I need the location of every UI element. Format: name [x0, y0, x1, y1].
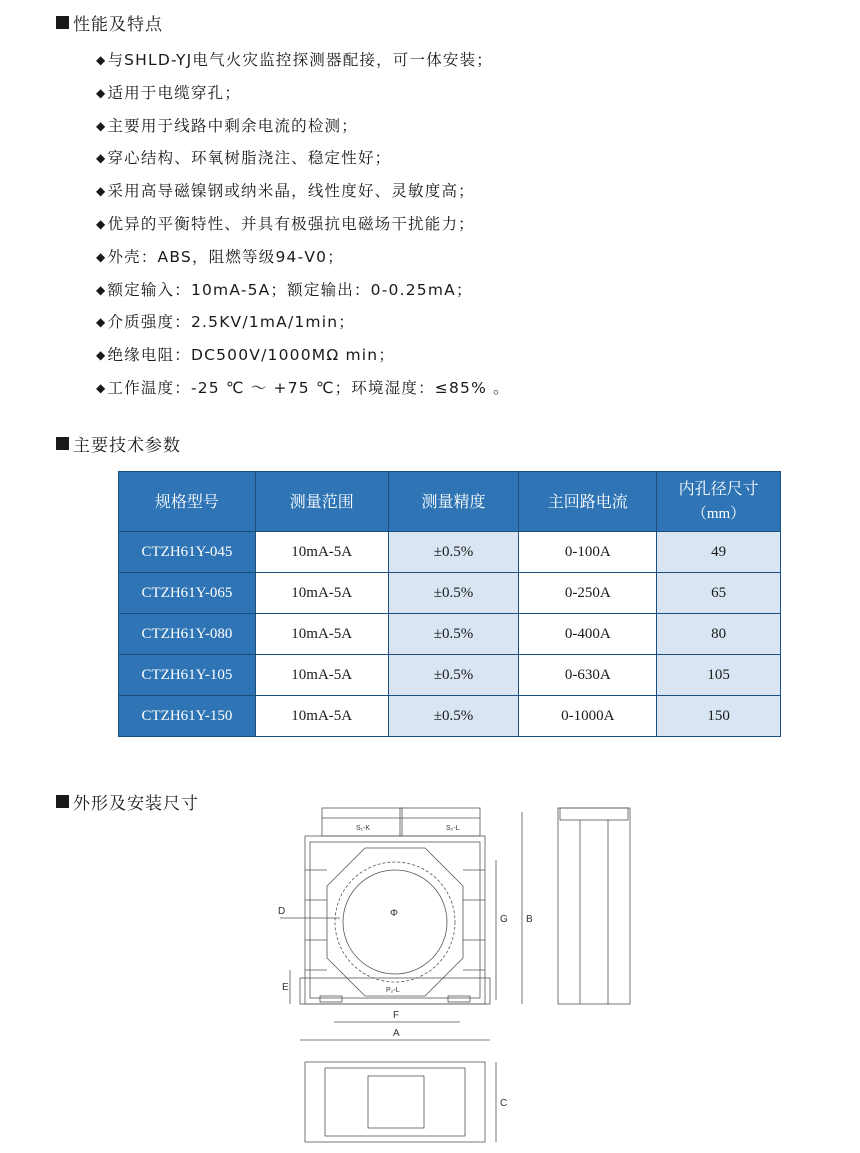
table-row: [119, 655, 781, 696]
cell-accuracy: ±0.5%: [388, 696, 519, 737]
side-view-body: [558, 808, 630, 1004]
cell-bore: 150: [657, 696, 781, 737]
diamond-bullet-icon: ◆: [96, 53, 107, 67]
cell-accuracy: ±0.5%: [388, 532, 519, 573]
cell-bore: 65: [657, 573, 781, 614]
cell-accuracy: ±0.5%: [388, 655, 519, 696]
header-main-current: 主回路电流: [519, 472, 657, 532]
front-view-body: [305, 836, 485, 1004]
cell-range: 10mA-5A: [255, 655, 388, 696]
table-row: [119, 573, 781, 614]
list-item: ◆与SHLD-YJ电气火灾监控探测器配接，可一体安装；: [96, 51, 493, 69]
cell-main-current: 0-1000A: [519, 696, 657, 737]
bore-circle: [335, 862, 455, 982]
square-bullet-icon: [56, 795, 69, 808]
list-item: ◆绝缘电阻：DC500V/1000MΩ min；: [96, 346, 396, 365]
dimension-drawing: [260, 800, 660, 1150]
list-item: ◆工作温度：-25 ℃ ～ +75 ℃；环境湿度：≤85% 。: [96, 378, 510, 397]
cell-model: CTZH61Y-150: [119, 696, 256, 737]
cell-range: 10mA-5A: [255, 573, 388, 614]
table-row: [119, 532, 781, 573]
diamond-bullet-icon: ◆: [96, 184, 107, 199]
cell-bore: 49: [657, 532, 781, 573]
cell-bore: 80: [657, 614, 781, 655]
dim-label-b: B: [526, 914, 533, 925]
table-row: [119, 614, 781, 655]
diamond-bullet-icon: ◆: [96, 282, 107, 297]
terminal-label-bottom: P₂-L: [386, 987, 400, 994]
diamond-bullet-icon: ◆: [96, 348, 107, 363]
feature-list: [96, 44, 510, 405]
cell-main-current: 0-250A: [519, 573, 657, 614]
diamond-bullet-icon: ◆: [96, 151, 107, 166]
list-item: ◆优异的平衡特性、并具有极强抗电磁场干扰能力；: [96, 214, 475, 233]
diamond-bullet-icon: ◆: [96, 85, 107, 100]
diamond-bullet-icon: ◆: [96, 249, 107, 264]
dim-label-d: D: [278, 906, 286, 917]
diamond-bullet-icon: ◆: [96, 380, 107, 395]
cell-model: CTZH61Y-045: [119, 532, 256, 573]
dim-label-c: C: [500, 1098, 508, 1109]
cell-main-current: 0-630A: [519, 655, 657, 696]
cell-range: 10mA-5A: [255, 532, 388, 573]
spec-table: [118, 471, 781, 737]
header-model: 规格型号: [119, 472, 256, 532]
cell-model: CTZH61Y-065: [119, 573, 256, 614]
list-item: ◆主要用于线路中剩余电流的检测；: [96, 116, 358, 135]
cell-bore: 105: [657, 655, 781, 696]
section-heading-dimensions: [56, 789, 199, 814]
square-bullet-icon: [56, 16, 69, 29]
table-row: [119, 696, 781, 737]
bottom-view-body: [305, 1062, 485, 1142]
list-item: ◆外壳：ABS，阻燃等级94-V0；: [96, 247, 344, 266]
dim-label-g: G: [500, 914, 508, 925]
list-item: ◆额定输入：10mA-5A；额定输出：0-0.25mA；: [96, 280, 473, 299]
terminal-label-left: S₁-K: [356, 825, 371, 832]
cell-accuracy: ±0.5%: [388, 614, 519, 655]
cell-main-current: 0-100A: [519, 532, 657, 573]
cell-accuracy: ±0.5%: [388, 573, 519, 614]
list-item: ◆采用高导磁镍钢或纳米晶，线性度好、灵敏度高；: [96, 182, 475, 201]
cell-range: 10mA-5A: [255, 696, 388, 737]
section-heading-features: [56, 10, 163, 35]
cell-main-current: 0-400A: [519, 614, 657, 655]
header-bore: 内孔径尺寸 （mm）: [657, 472, 781, 532]
diamond-bullet-icon: ◆: [96, 216, 107, 231]
cell-range: 10mA-5A: [255, 614, 388, 655]
terminal-block-right: [400, 808, 480, 836]
cell-model: CTZH61Y-105: [119, 655, 256, 696]
header-accuracy: 测量精度: [388, 472, 519, 532]
section-title: 性能及特点: [73, 15, 163, 35]
list-item: ◆介质强度：2.5KV/1mA/1min；: [96, 313, 355, 332]
square-bullet-icon: [56, 437, 69, 450]
table-header-row: [119, 472, 781, 532]
list-item: ◆穿心结构、环氧树脂浇注、稳定性好；: [96, 149, 392, 168]
header-range: 测量范围: [255, 472, 388, 532]
cell-model: CTZH61Y-080: [119, 614, 256, 655]
diamond-bullet-icon: ◆: [96, 118, 107, 133]
list-item: ◆适用于电缆穿孔；: [96, 83, 242, 102]
section-heading-specs: [56, 431, 181, 456]
section-title: 主要技术参数: [73, 436, 181, 456]
dim-label-a: A: [393, 1028, 400, 1039]
dim-label-phi: Φ: [390, 908, 398, 919]
bore-inner-circle: [343, 870, 447, 974]
terminal-label-right: S₂-L: [446, 825, 460, 832]
dim-label-f: F: [393, 1010, 400, 1021]
diamond-bullet-icon: ◆: [96, 315, 107, 330]
dim-label-e: E: [282, 982, 289, 993]
section-title: 外形及安装尺寸: [73, 794, 199, 814]
